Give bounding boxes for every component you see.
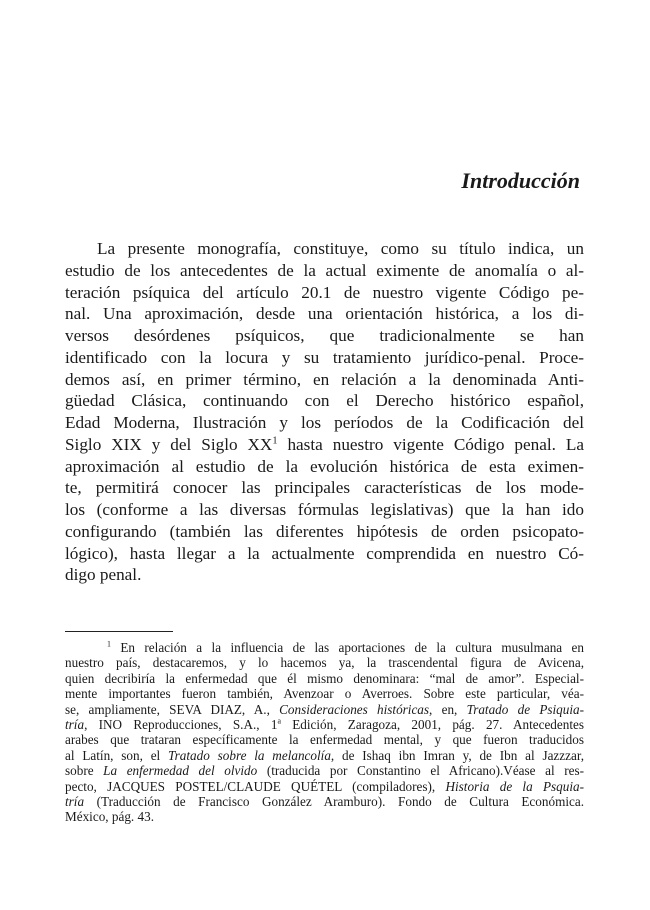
text-run: (Traducción de Francisco González Aramburo). Fondo de Cultura Económica.: [84, 793, 584, 809]
body-line: [65, 325, 584, 347]
footnote-divider: [65, 631, 173, 632]
text-run: identificado con la locura y su tratamiento jurídico-penal. Proce-: [65, 347, 584, 367]
italic-text: Historia de la Psquia-: [445, 778, 584, 794]
body-line: [65, 456, 584, 478]
footnote-marker: a: [277, 716, 281, 726]
italic-text: Tratado sobre la melancolía: [168, 747, 331, 763]
text-run: (traducida por Constantino el Africano).Véase al res-: [257, 763, 584, 779]
text-run: La presente monografía, constituye, como su título indica, un: [97, 239, 584, 258]
text-run: quien decribiría la enfermedad que él mismo denominara: “mal de amor”. Especial-: [65, 670, 584, 686]
text-run: los (conforme a las diversas fórmulas legislativas) que la han ido: [65, 500, 584, 519]
text-run: sobre: [65, 763, 104, 779]
footnote-marker: 1: [107, 639, 111, 649]
body-line: [65, 390, 584, 412]
text-run: te, permitirá conocer las principales características de los mode-: [65, 478, 584, 498]
text-run: demos así, en primer término, en relación a la denominada Anti-: [65, 369, 584, 389]
chapter-title: Introducción: [461, 168, 580, 193]
italic-text: Consideraciones históricas: [279, 701, 430, 717]
text-run: lógico), hasta llegar a la actualmente comprendida en nuestro Có-: [65, 543, 584, 563]
text-run: , INO Reproducciones, S.A., 1: [84, 716, 278, 732]
body-line: [65, 499, 584, 521]
footnote-line: [65, 640, 584, 655]
text-run: , en,: [429, 701, 467, 717]
body-line: [65, 543, 584, 565]
text-run: teración psíquica del artículo 20.1 de nuestro vigente Código pe-: [65, 282, 584, 302]
footnote-line: [65, 779, 584, 794]
body-paragraph: [65, 238, 584, 586]
footnote-line: [65, 748, 584, 763]
footnote: [65, 640, 584, 825]
body-line: [65, 412, 584, 434]
body-line: [65, 347, 584, 369]
text-run: pecto, JACQUES POSTEL/CLAUDE QUÉTEL (compiladores),: [65, 778, 446, 794]
body-line: [65, 521, 584, 543]
text-run: aproximación al estudio de la evolución histórica de esta eximen-: [65, 456, 584, 476]
italic-text: Tratado de Psiquia-: [466, 701, 585, 717]
footnote-line: [65, 671, 584, 686]
text-run: mente importantes fueron también, Avenzoar o Averroes. Sobre este particular, véa-: [65, 686, 584, 702]
text-run: En relación a la influencia de las aportaciones de la cultura musulmana en: [110, 640, 584, 655]
footnote-line: [65, 655, 584, 670]
italic-text: La enfermedad del olvido: [103, 763, 258, 779]
body-line: [65, 238, 584, 260]
footnote-line: [65, 686, 584, 701]
body-line: [65, 369, 584, 391]
italic-text: tría: [65, 793, 85, 809]
text-run: México, pág. 43.: [65, 809, 154, 825]
footnote-line: [65, 763, 584, 778]
text-run: nal. Una aproximación, desde una orientación histórica, a los di-: [65, 304, 584, 324]
footnote-line: [65, 732, 584, 747]
footnote-line: [65, 717, 584, 732]
text-run: estudio de los antecedentes de la actual eximente de anomalía o al-: [65, 260, 584, 280]
text-run: hasta nuestro vigente Código penal. La: [277, 434, 584, 454]
body-line: [65, 477, 584, 499]
footnote-marker: 1: [272, 435, 278, 447]
text-run: Siglo XIX y del Siglo XX: [65, 434, 273, 454]
body-line: [65, 282, 584, 304]
text-run: , de Ishaq ibn Imran y, de Ibn al Jazzzar,: [330, 747, 584, 763]
body-line: [65, 303, 584, 325]
text-run: güedad Clásica, continuando con el Derecho histórico español,: [65, 391, 584, 411]
text-run: Edición, Zaragoza, 2001, pág. 27. Antecedentes: [280, 716, 584, 732]
italic-text: tría: [65, 716, 85, 732]
text-run: Edad Moderna, Ilustración y los períodos de la Codificación del: [65, 413, 584, 432]
text-run: configurando (también las diferentes hipótesis de orden psicopato-: [65, 521, 584, 541]
body-line: [65, 434, 584, 456]
text-run: al Latín, son, el: [65, 747, 169, 763]
footnote-line: [65, 702, 584, 717]
footnote-line: [65, 809, 584, 824]
text-run: digo penal.: [65, 565, 142, 585]
text-run: versos desórdenes psíquicos, que tradicionalmente se han: [65, 326, 584, 345]
text-run: se, ampliamente, SEVA DIAZ, A.,: [65, 701, 280, 717]
text-run: arabes que trataran específicamente la enfermedad mental, y que fueron traducidos: [65, 732, 584, 748]
body-line: [65, 564, 584, 586]
body-line: [65, 260, 584, 282]
text-run: nuestro país, destacaremos, y lo hacemos ya, la trascendental figura de Avicena,: [65, 655, 584, 671]
footnote-line: [65, 794, 584, 809]
